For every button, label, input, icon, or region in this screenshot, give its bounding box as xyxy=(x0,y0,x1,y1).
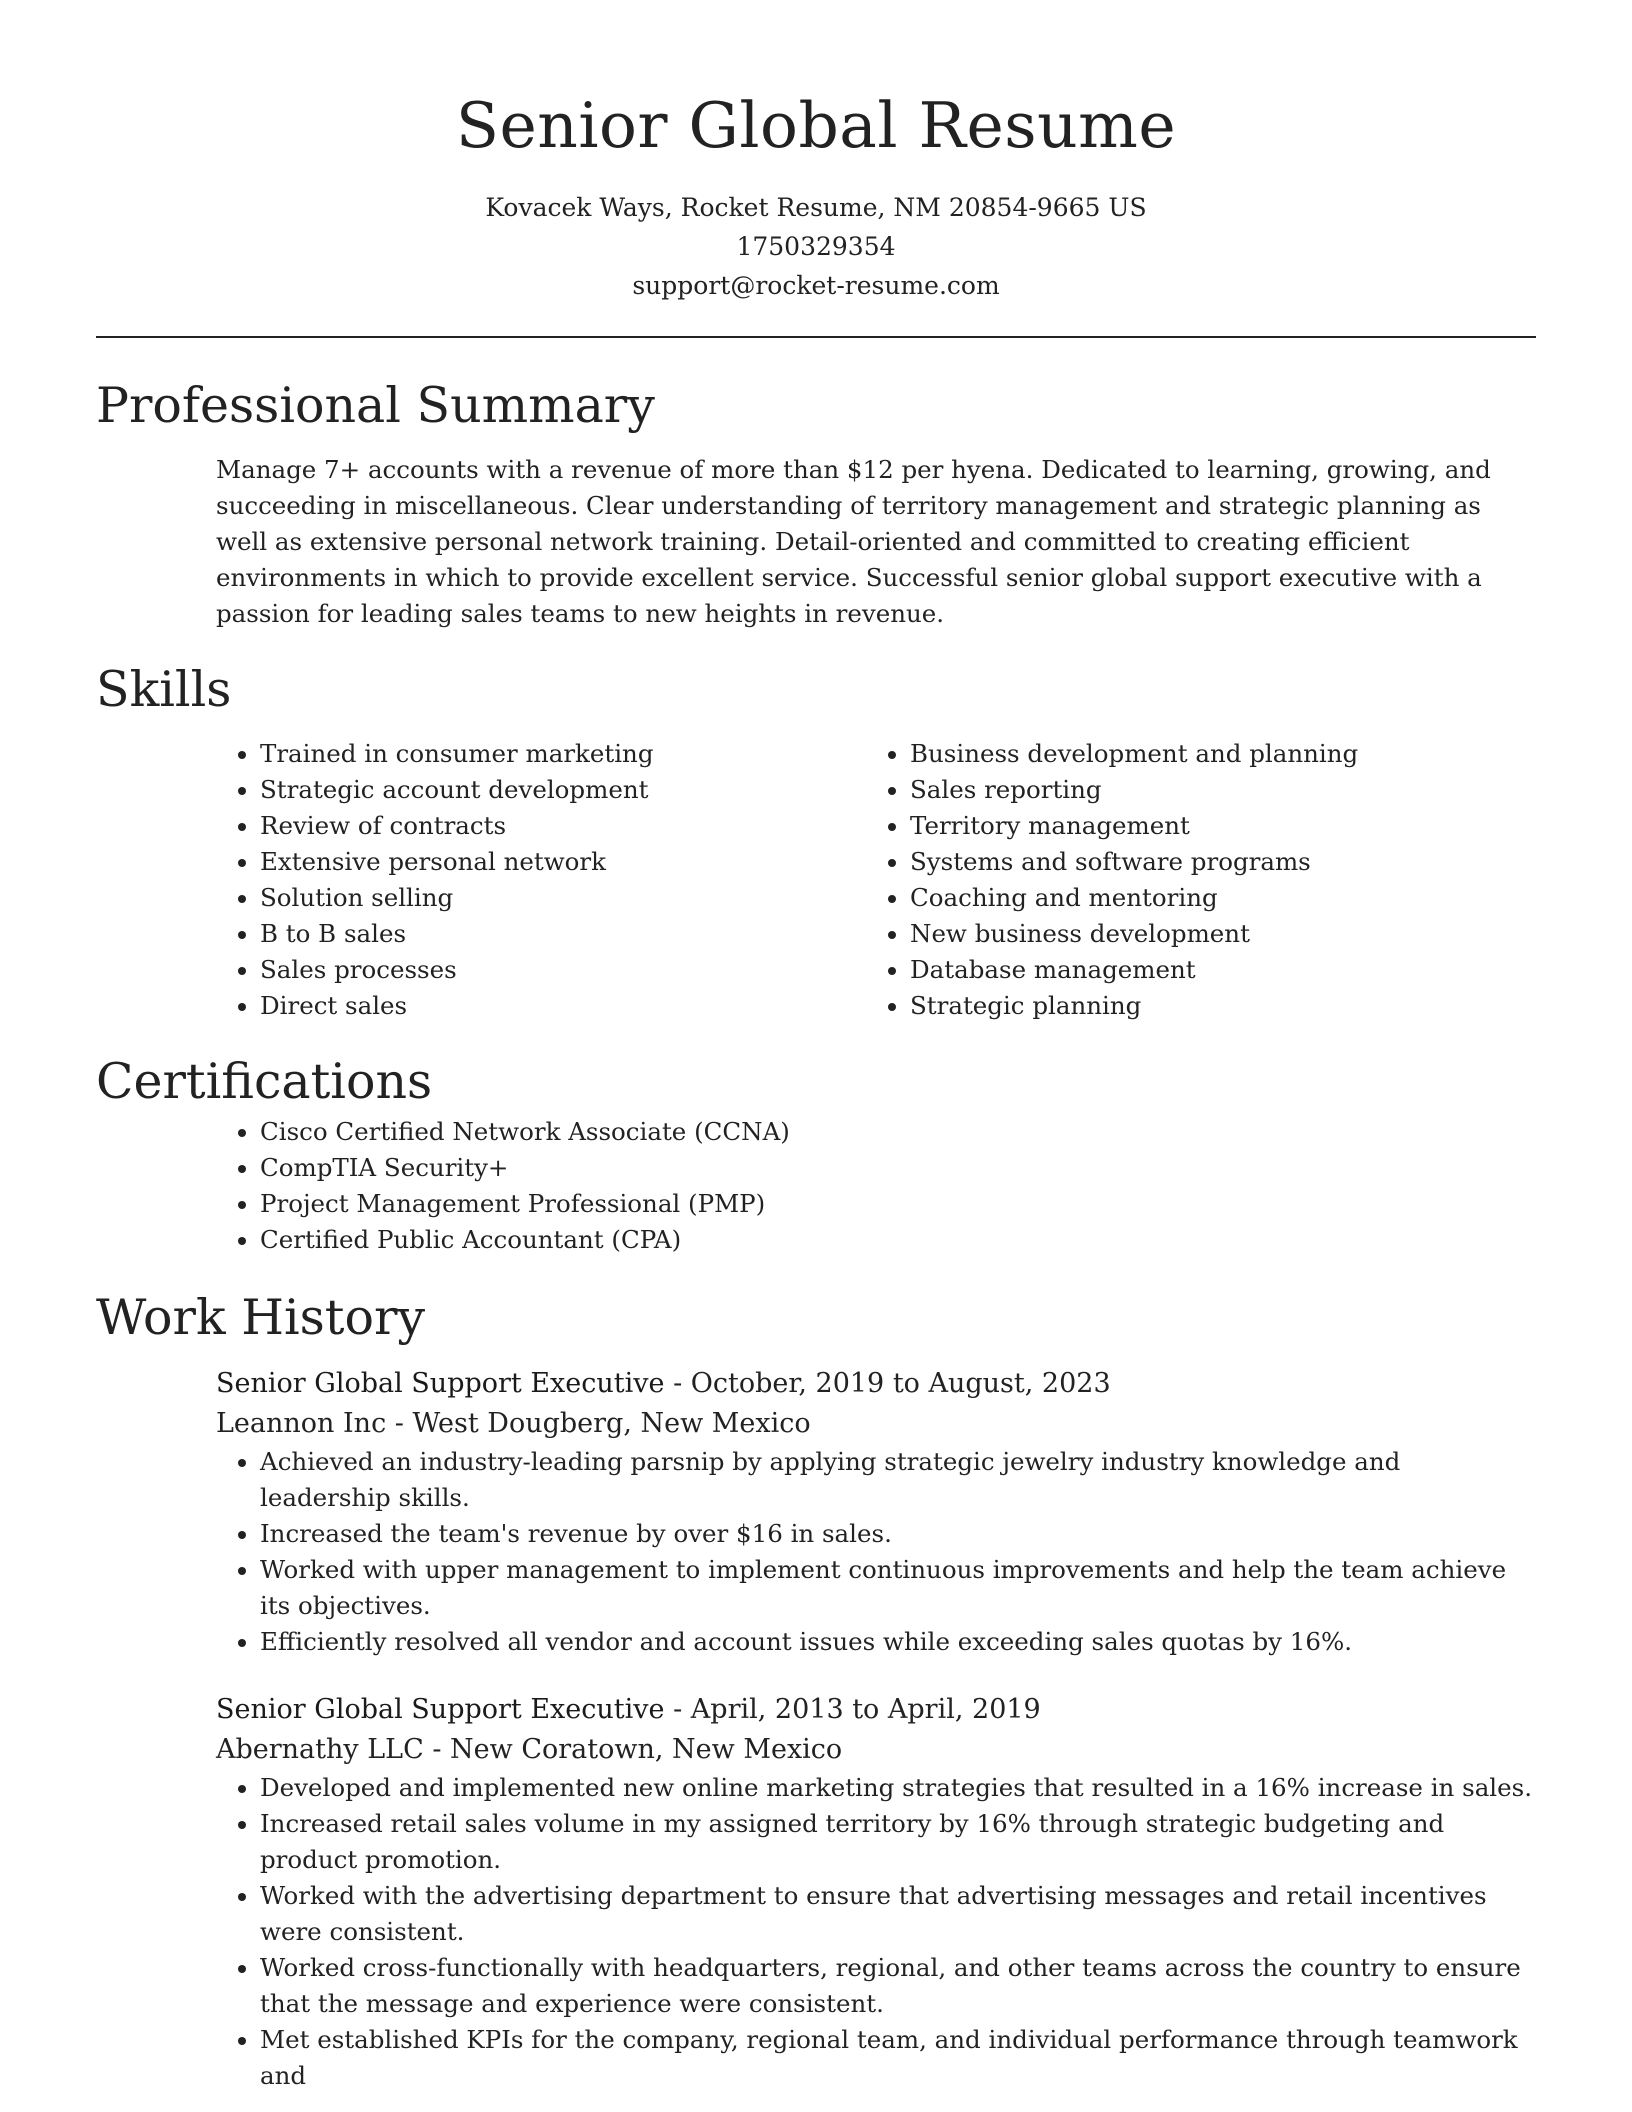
summary-text: Manage 7+ accounts with a revenue of more than $12 per hyena. Dedicated to learning, growing, and succeeding in miscellaneous. Clear understanding of territory management and strategic planning as well as extensive personal network training. Detail-oriented and committed to creating efficient environments in which to provide excellent service. Successful senior global support executive with a passion for leading sales teams to new heights in revenue. xyxy=(216,455,1491,628)
certifications-section xyxy=(96,1114,1536,1258)
certification-item: • CompTIA Security+ xyxy=(260,1150,1536,1186)
certification-item: • Certified Public Accountant (CPA) xyxy=(260,1222,1536,1258)
job-entry xyxy=(216,1690,1536,2094)
skill-item: • Solution selling xyxy=(260,880,866,916)
skills-list-right xyxy=(866,736,1516,1024)
summary-section xyxy=(96,452,1536,632)
skills-list-left xyxy=(216,736,866,1024)
job-company: Abernathy LLC xyxy=(216,1734,424,1765)
job-bullets xyxy=(216,1770,1536,2094)
work-history-heading: Work History xyxy=(96,1289,426,1346)
skill-item: • Direct sales xyxy=(260,988,866,1024)
contact-email: support@rocket-resume.com xyxy=(632,271,1000,300)
skills-column-right xyxy=(866,736,1516,1024)
skill-item: • Extensive personal network xyxy=(260,844,866,880)
contact-phone: 1750329354 xyxy=(736,232,896,261)
summary-heading: Professional Summary xyxy=(96,377,655,434)
skill-item: • Sales processes xyxy=(260,952,866,988)
job-bullet: • Efficiently resolved all vendor and account issues while exceeding sales quotas by 16%. xyxy=(260,1624,1536,1660)
job-entry xyxy=(216,1364,1536,1660)
certification-item: • Project Management Professional (PMP) xyxy=(260,1186,1536,1222)
job-dates: - October, 2019 to August, 2023 xyxy=(664,1368,1111,1399)
resume-header xyxy=(96,0,1536,305)
skill-item: • Systems and software programs xyxy=(910,844,1516,880)
skill-item: • Strategic planning xyxy=(910,988,1516,1024)
job-bullets xyxy=(216,1444,1536,1660)
skill-item: • B to B sales xyxy=(260,916,866,952)
job-location: - New Coratown, New Mexico xyxy=(423,1734,843,1765)
certifications-heading: Certifications xyxy=(96,1053,433,1110)
skill-item: • Trained in consumer marketing xyxy=(260,736,866,772)
job-title-line xyxy=(216,1690,1536,1730)
job-company: Leannon Inc xyxy=(216,1408,387,1439)
job-bullet: • Worked cross-functionally with headquarters, regional, and other teams across the country to ensure that the message and experience were consistent. xyxy=(260,1950,1536,2022)
job-role: Senior Global Support Executive xyxy=(216,1368,665,1399)
job-company-line xyxy=(216,1730,1536,1770)
contact-address: Kovacek Ways, Rocket Resume, NM 20854-9665 US xyxy=(485,193,1147,222)
certifications-list xyxy=(216,1114,1536,1258)
skill-item: • New business development xyxy=(910,916,1516,952)
job-title-line xyxy=(216,1364,1536,1404)
skill-item: • Business development and planning xyxy=(910,736,1516,772)
skill-item: • Review of contracts xyxy=(260,808,866,844)
skill-item: • Territory management xyxy=(910,808,1516,844)
skill-item: • Sales reporting xyxy=(910,772,1516,808)
job-bullet: • Increased the team's revenue by over $16 in sales. xyxy=(260,1516,1536,1552)
skill-item: • Database management xyxy=(910,952,1516,988)
job-bullet: • Worked with the advertising department to ensure that advertising messages and retail incentives were consistent. xyxy=(260,1878,1536,1950)
resume-name: Senior Global Resume xyxy=(455,89,1177,162)
job-bullet: • Developed and implemented new online marketing strategies that resulted in a 16% increase in sales. xyxy=(260,1770,1536,1806)
work-history-section xyxy=(96,1364,1536,2094)
job-bullet: • Achieved an industry-leading parsnip by applying strategic jewelry industry knowledge and leadership skills. xyxy=(260,1444,1536,1516)
skills-column-left xyxy=(216,736,866,1024)
skill-item: • Strategic account development xyxy=(260,772,866,808)
job-company-line xyxy=(216,1404,1536,1444)
skill-item: • Coaching and mentoring xyxy=(910,880,1516,916)
header-divider xyxy=(96,336,1536,338)
job-location: - West Dougberg, New Mexico xyxy=(386,1408,811,1439)
job-bullet: • Met established KPIs for the company, regional team, and individual performance through teamwork and xyxy=(260,2022,1536,2094)
contact-block xyxy=(96,188,1536,305)
skills-section xyxy=(96,736,1536,1024)
certification-item: • Cisco Certified Network Associate (CCNA) xyxy=(260,1114,1536,1150)
skills-columns xyxy=(216,736,1536,1024)
job-bullet: • Worked with upper management to implement continuous improvements and help the team achieve its objectives. xyxy=(260,1552,1536,1624)
skills-heading: Skills xyxy=(96,661,232,718)
job-header xyxy=(216,1364,1536,1444)
job-role: Senior Global Support Executive xyxy=(216,1694,665,1725)
job-bullet: • Increased retail sales volume in my assigned territory by 16% through strategic budgeting and product promotion. xyxy=(260,1806,1536,1878)
job-header xyxy=(216,1690,1536,1770)
job-dates: - April, 2013 to April, 2019 xyxy=(664,1694,1041,1725)
